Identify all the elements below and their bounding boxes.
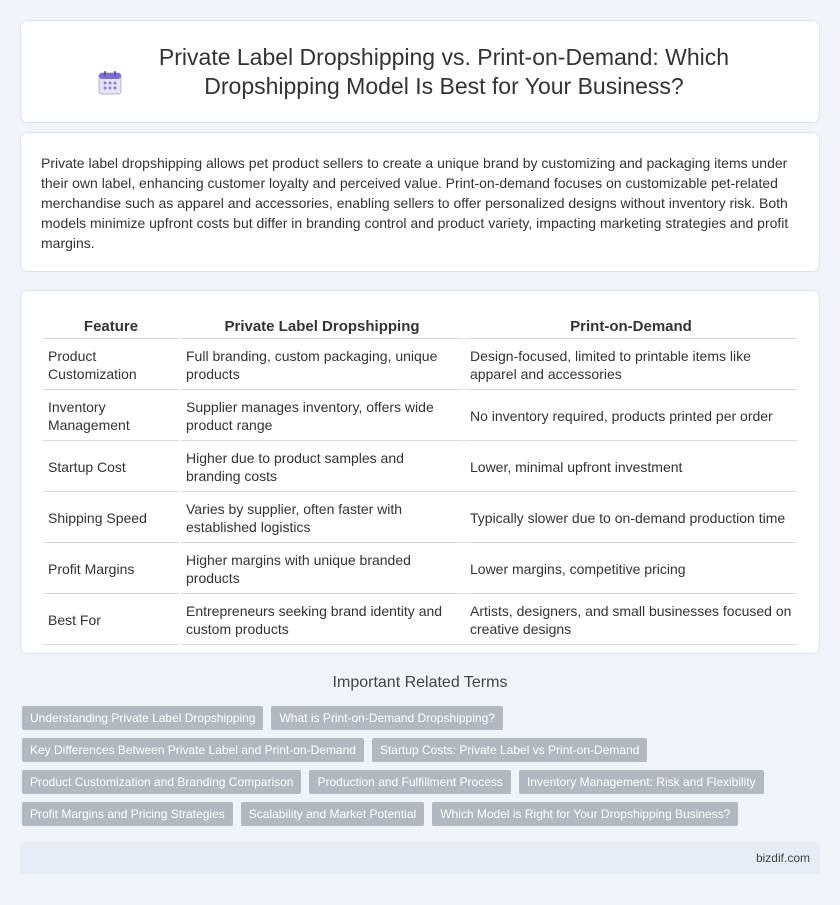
private-label-cell: Varies by supplier, often faster with established logistics [181, 494, 463, 543]
private-label-cell: Supplier manages inventory, offers wide product range [181, 392, 463, 441]
table-row [43, 545, 797, 594]
print-on-demand-cell: Typically slower due to on-demand production time [465, 494, 797, 543]
footer [20, 842, 820, 874]
comparison-card [20, 290, 820, 654]
related-term-tag[interactable]: What is Print-on-Demand Dropshipping? [271, 706, 502, 730]
private-label-cell: Higher due to product samples and branding costs [181, 443, 463, 492]
related-term-tag[interactable]: Which Model is Right for Your Dropshipping Business? [432, 802, 738, 826]
related-term-tag[interactable]: Startup Costs: Private Label vs Print-on-Demand [372, 738, 647, 762]
title-wrap [96, 43, 744, 101]
related-term-tag[interactable]: Scalability and Market Potential [241, 802, 424, 826]
table-row [43, 443, 797, 492]
table-header-row [43, 313, 797, 339]
tag-row [22, 738, 822, 762]
private-label-cell: Higher margins with unique branded products [181, 545, 463, 594]
tag-row [22, 770, 822, 794]
comparison-table [41, 311, 799, 647]
feature-cell: Startup Cost [43, 443, 179, 492]
related-term-tag[interactable]: Inventory Management: Risk and Flexibility [519, 770, 764, 794]
column-header: Print-on-Demand [465, 313, 797, 339]
tag-row [22, 802, 822, 826]
related-term-tag[interactable]: Key Differences Between Private Label and Print-on-Demand [22, 738, 364, 762]
print-on-demand-cell: Lower, minimal upfront investment [465, 443, 797, 492]
print-on-demand-cell: Design-focused, limited to printable items like apparel and accessories [465, 341, 797, 390]
table-row [43, 596, 797, 645]
intro-card [20, 132, 820, 272]
related-terms-list [22, 706, 822, 834]
related-term-tag[interactable]: Product Customization and Branding Comparison [22, 770, 301, 794]
feature-cell: Inventory Management [43, 392, 179, 441]
table-row [43, 392, 797, 441]
site-name: bizdif.com [755, 851, 810, 865]
table-row [43, 494, 797, 543]
private-label-cell: Entrepreneurs seeking brand identity and custom products [181, 596, 463, 645]
calendar-icon [96, 69, 124, 97]
related-term-tag[interactable]: Profit Margins and Pricing Strategies [22, 802, 233, 826]
feature-cell: Product Customization [43, 341, 179, 390]
private-label-cell: Full branding, custom packaging, unique products [181, 341, 463, 390]
column-header: Private Label Dropshipping [181, 313, 463, 339]
tag-row [22, 706, 822, 730]
print-on-demand-cell: No inventory required, products printed per order [465, 392, 797, 441]
print-on-demand-cell: Lower margins, competitive pricing [465, 545, 797, 594]
intro-paragraph: Private label dropshipping allows pet product sellers to create a unique brand by customizing and packaging items under their own label, enhancing customer loyalty and perceived value. Print-on-demand focuses on customizable pet-related merchandise such as apparel and accessories, enabling sellers to offer personalized designs without inventory risk. Both models minimize upfront costs but differ in branding control and product variety, impacting marketing strategies and profit margins. [41, 155, 789, 251]
page-title: Private Label Dropshipping vs. Print-on-Demand: Which Dropshipping Model Is Best for Your Business? [158, 43, 730, 99]
feature-cell: Shipping Speed [43, 494, 179, 543]
title-card [20, 20, 820, 123]
feature-cell: Best For [43, 596, 179, 645]
related-term-tag[interactable]: Production and Fulfillment Process [309, 770, 510, 794]
feature-cell: Profit Margins [43, 545, 179, 594]
print-on-demand-cell: Artists, designers, and small businesses focused on creative designs [465, 596, 797, 645]
related-terms-heading: Important Related Terms [332, 674, 508, 691]
column-header: Feature [43, 313, 179, 339]
related-term-tag[interactable]: Understanding Private Label Dropshipping [22, 706, 263, 730]
table-row [43, 341, 797, 390]
